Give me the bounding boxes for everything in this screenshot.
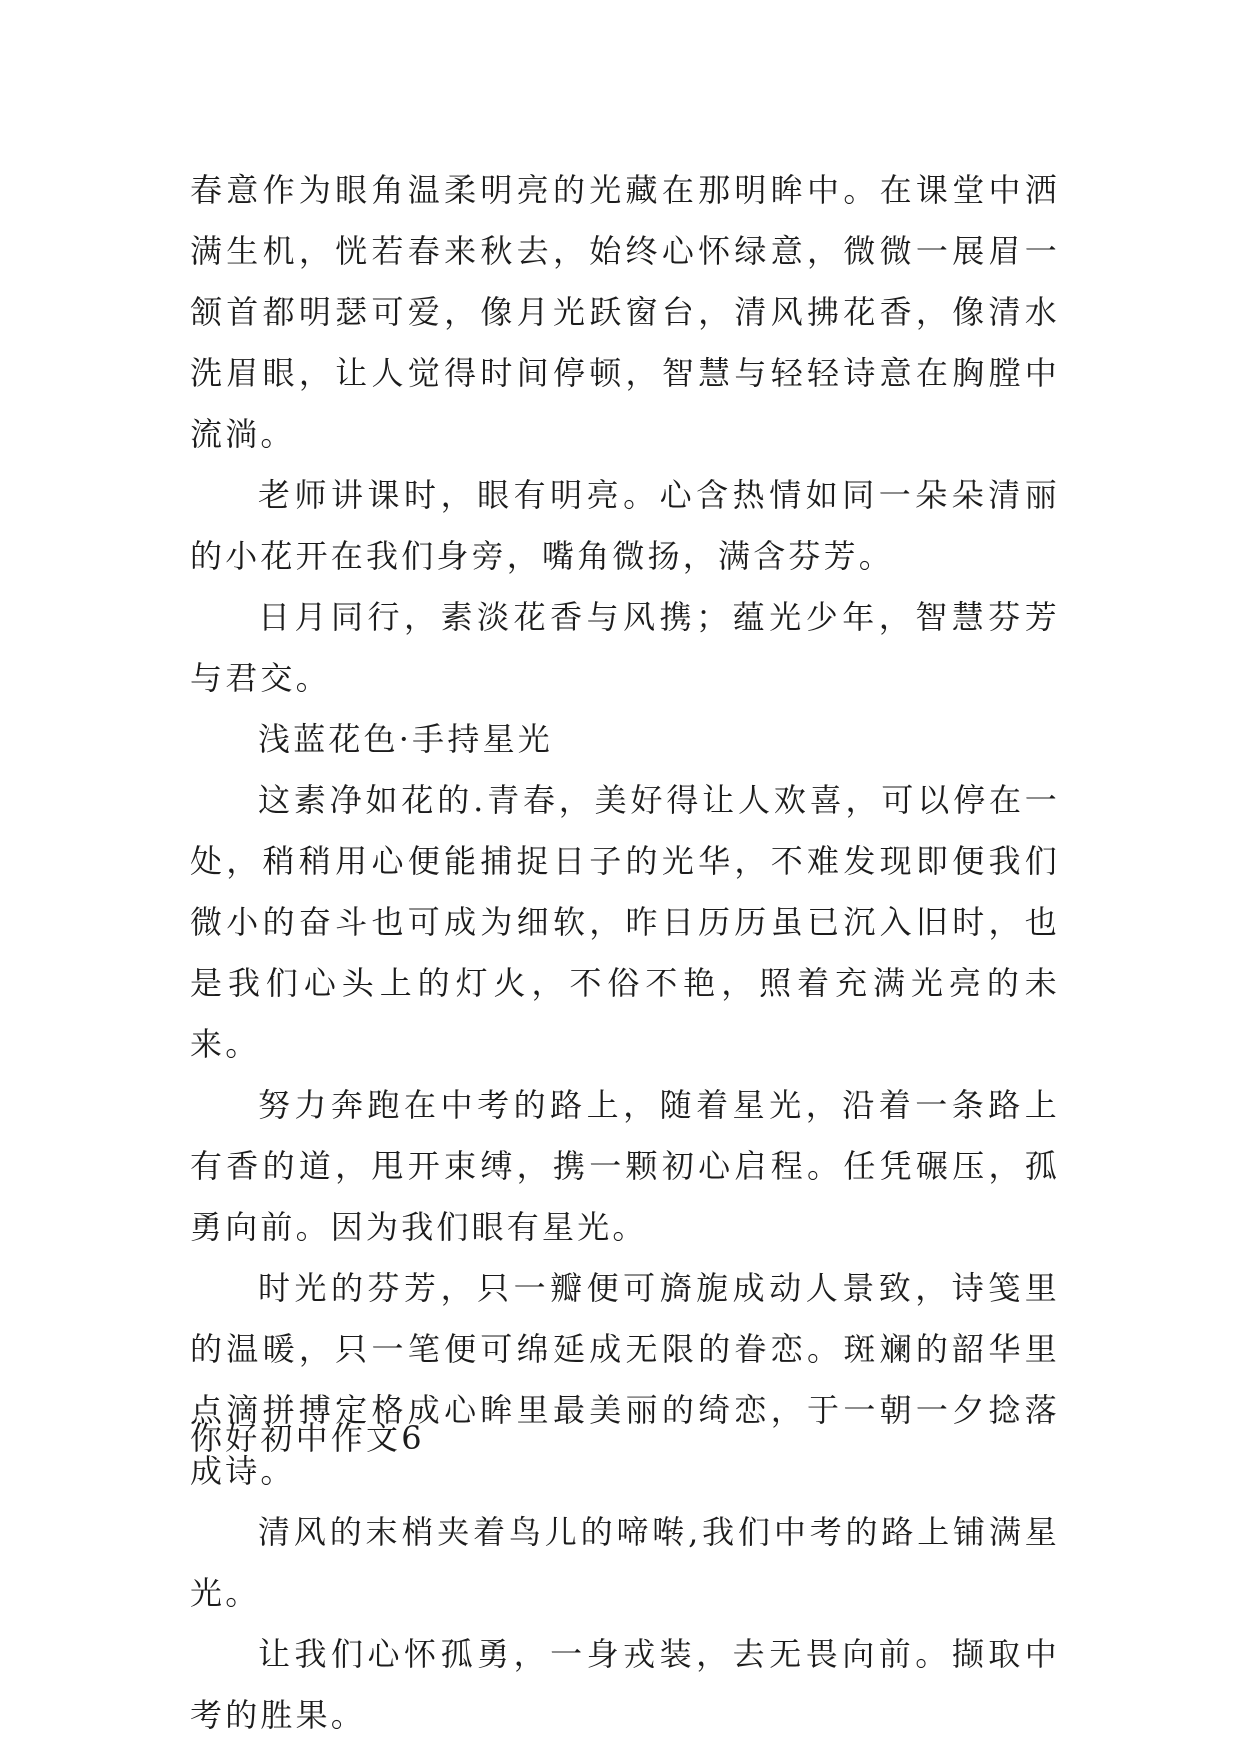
paragraph-8: 清风的末梢夹着鸟儿的啼啭,我们中考的路上铺满星光。 [190, 1513, 1060, 1612]
paragraph-5: 这素净如花的.青春，美好得让人欢喜，可以停在一处，稍稍用心便能捕捉日子的光华，不难发现即便我们微小的奋斗也可成为细软，昨日历历虽已沉入旧时，也是我们心头上的灯火，不俗不艳，照着充满光亮的未来。 [190, 781, 1060, 1063]
essay-heading: 你好初中作文6 [190, 1419, 425, 1457]
paragraph-3: 日月同行，素淡花香与风携；蕴光少年，智慧芬芳与君交。 [190, 598, 1060, 697]
paragraph-9: 让我们心怀孤勇，一身戎装，去无畏向前。撷取中考的胜果。 [190, 1635, 1060, 1734]
section-subtitle: 浅蓝花色·手持星光 [258, 720, 553, 758]
essay-body [190, 160, 1060, 1746]
paragraph-6: 努力奔跑在中考的路上，随着星光，沿着一条路上有香的道，甩开束缚，携一颗初心启程。任凭碾压，孤勇向前。因为我们眼有星光。 [190, 1086, 1060, 1246]
paragraph-7: 时光的芬芳，只一瓣便可旖旎成动人景致，诗笺里的温暖，只一笔便可绵延成无限的眷恋。斑斓的韶华里点滴拼搏定格成心眸里最美丽的绮恋，于一朝一夕捻落成诗。 [190, 1269, 1060, 1490]
paragraph-1: 春意作为眼角温柔明亮的光藏在那明眸中。在课堂中洒满生机，恍若春来秋去，始终心怀绿意，微微一展眉一颔首都明瑟可爱，像月光跃窗台，清风拂花香，像清水洗眉眼，让人觉得时间停顿，智慧与轻轻诗意在胸膛中流淌。 [190, 171, 1060, 453]
paragraph-2: 老师讲课时，眼有明亮。心含热情如同一朵朵清丽的小花开在我们身旁，嘴角微扬，满含芬芳。 [190, 476, 1060, 575]
